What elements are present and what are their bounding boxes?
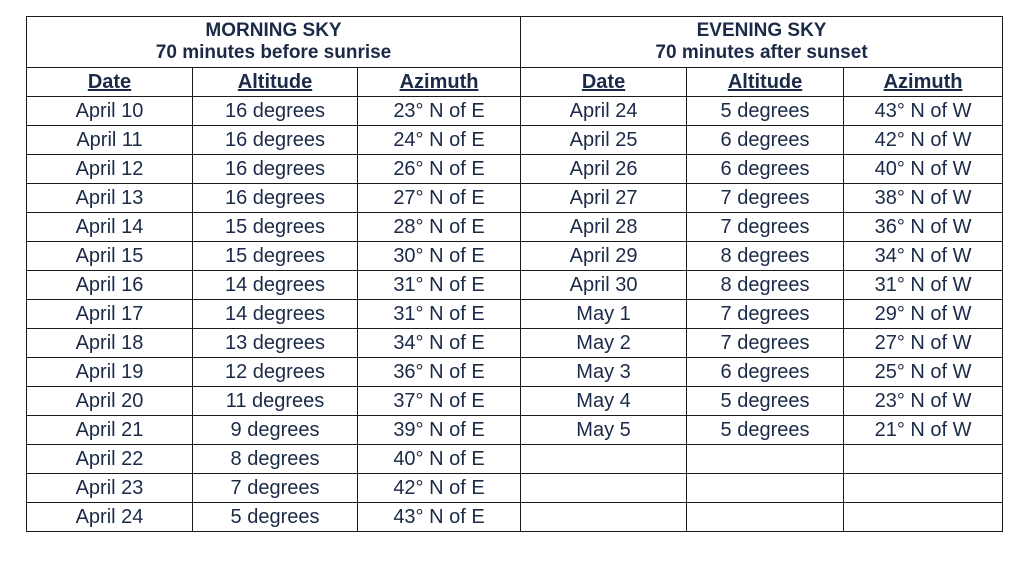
morning-date-cell: April 15 (27, 242, 193, 271)
evening-altitude-cell: 7 degrees (687, 300, 844, 329)
evening-azimuth-cell: 40° N of W (844, 155, 1003, 184)
evening-altitude-cell: 5 degrees (687, 387, 844, 416)
morning-altitude-cell: 9 degrees (193, 416, 358, 445)
sky-position-table-container (26, 16, 1002, 532)
evening-date-cell: May 4 (521, 387, 687, 416)
morning-azimuth-cell: 43° N of E (358, 503, 521, 532)
evening-date-cell (521, 503, 687, 532)
evening-azimuth-header: Azimuth (844, 68, 1003, 97)
evening-date-cell: April 28 (521, 213, 687, 242)
table-row (27, 416, 1003, 445)
evening-azimuth-cell: 31° N of W (844, 271, 1003, 300)
morning-altitude-cell: 12 degrees (193, 358, 358, 387)
evening-date-cell: April 26 (521, 155, 687, 184)
evening-sky-header (521, 17, 1003, 68)
evening-azimuth-cell (844, 474, 1003, 503)
morning-date-cell: April 19 (27, 358, 193, 387)
morning-date-cell: April 11 (27, 126, 193, 155)
column-header-row (27, 68, 1003, 97)
morning-altitude-cell: 8 degrees (193, 445, 358, 474)
morning-azimuth-cell: 24° N of E (358, 126, 521, 155)
morning-date-cell: April 12 (27, 155, 193, 184)
evening-date-cell (521, 445, 687, 474)
morning-altitude-cell: 7 degrees (193, 474, 358, 503)
evening-altitude-cell (687, 474, 844, 503)
morning-altitude-header: Altitude (193, 68, 358, 97)
morning-date-cell: April 20 (27, 387, 193, 416)
morning-date-cell: April 16 (27, 271, 193, 300)
evening-date-cell: April 24 (521, 97, 687, 126)
morning-date-cell: April 21 (27, 416, 193, 445)
table-row (27, 213, 1003, 242)
evening-altitude-cell: 8 degrees (687, 242, 844, 271)
evening-altitude-cell (687, 503, 844, 532)
table-row (27, 184, 1003, 213)
evening-date-header: Date (521, 68, 687, 97)
sky-table-body (27, 97, 1003, 532)
morning-azimuth-cell: 34° N of E (358, 329, 521, 358)
morning-azimuth-cell: 23° N of E (358, 97, 521, 126)
morning-azimuth-cell: 36° N of E (358, 358, 521, 387)
evening-date-cell: April 29 (521, 242, 687, 271)
morning-azimuth-cell: 31° N of E (358, 300, 521, 329)
evening-altitude-cell (687, 445, 844, 474)
morning-sky-header (27, 17, 521, 68)
morning-azimuth-cell: 26° N of E (358, 155, 521, 184)
evening-altitude-cell: 6 degrees (687, 358, 844, 387)
table-row (27, 503, 1003, 532)
evening-azimuth-cell: 21° N of W (844, 416, 1003, 445)
evening-sky-subtitle: 70 minutes after sunset (655, 42, 868, 63)
evening-azimuth-cell: 36° N of W (844, 213, 1003, 242)
evening-altitude-cell: 7 degrees (687, 213, 844, 242)
evening-altitude-cell: 5 degrees (687, 97, 844, 126)
evening-date-cell: May 3 (521, 358, 687, 387)
morning-altitude-cell: 14 degrees (193, 300, 358, 329)
morning-altitude-cell: 13 degrees (193, 329, 358, 358)
evening-sky-title: EVENING SKY (696, 20, 827, 41)
morning-date-cell: April 13 (27, 184, 193, 213)
table-row (27, 474, 1003, 503)
table-row (27, 300, 1003, 329)
morning-altitude-cell: 11 degrees (193, 387, 358, 416)
evening-azimuth-cell (844, 445, 1003, 474)
sky-position-table (26, 16, 1003, 532)
evening-azimuth-cell (844, 503, 1003, 532)
morning-date-cell: April 23 (27, 474, 193, 503)
morning-altitude-cell: 16 degrees (193, 126, 358, 155)
evening-azimuth-cell: 43° N of W (844, 97, 1003, 126)
evening-azimuth-cell: 34° N of W (844, 242, 1003, 271)
morning-altitude-cell: 16 degrees (193, 97, 358, 126)
morning-date-cell: April 14 (27, 213, 193, 242)
evening-date-cell: April 30 (521, 271, 687, 300)
evening-altitude-cell: 6 degrees (687, 126, 844, 155)
table-row (27, 155, 1003, 184)
table-row (27, 126, 1003, 155)
morning-date-cell: April 18 (27, 329, 193, 358)
evening-altitude-cell: 6 degrees (687, 155, 844, 184)
evening-azimuth-cell: 23° N of W (844, 387, 1003, 416)
evening-date-cell: May 2 (521, 329, 687, 358)
evening-altitude-cell: 5 degrees (687, 416, 844, 445)
morning-date-header: Date (27, 68, 193, 97)
evening-azimuth-cell: 38° N of W (844, 184, 1003, 213)
evening-azimuth-cell: 25° N of W (844, 358, 1003, 387)
table-row (27, 445, 1003, 474)
morning-azimuth-cell: 30° N of E (358, 242, 521, 271)
evening-date-cell (521, 474, 687, 503)
evening-azimuth-cell: 27° N of W (844, 329, 1003, 358)
morning-azimuth-header: Azimuth (358, 68, 521, 97)
morning-date-cell: April 24 (27, 503, 193, 532)
morning-altitude-cell: 5 degrees (193, 503, 358, 532)
table-row (27, 271, 1003, 300)
evening-date-cell: May 1 (521, 300, 687, 329)
morning-date-cell: April 22 (27, 445, 193, 474)
evening-altitude-cell: 7 degrees (687, 329, 844, 358)
morning-altitude-cell: 16 degrees (193, 155, 358, 184)
table-row (27, 242, 1003, 271)
evening-altitude-cell: 7 degrees (687, 184, 844, 213)
evening-date-cell: April 27 (521, 184, 687, 213)
morning-azimuth-cell: 39° N of E (358, 416, 521, 445)
morning-altitude-cell: 15 degrees (193, 213, 358, 242)
morning-azimuth-cell: 42° N of E (358, 474, 521, 503)
evening-azimuth-cell: 42° N of W (844, 126, 1003, 155)
evening-altitude-cell: 8 degrees (687, 271, 844, 300)
table-row (27, 358, 1003, 387)
morning-azimuth-cell: 28° N of E (358, 213, 521, 242)
morning-sky-title: MORNING SKY (205, 20, 342, 41)
morning-azimuth-cell: 37° N of E (358, 387, 521, 416)
table-row (27, 97, 1003, 126)
morning-azimuth-cell: 40° N of E (358, 445, 521, 474)
morning-sky-subtitle: 70 minutes before sunrise (155, 42, 392, 63)
evening-date-cell: April 25 (521, 126, 687, 155)
evening-date-cell: May 5 (521, 416, 687, 445)
morning-altitude-cell: 14 degrees (193, 271, 358, 300)
section-title-row (27, 17, 1003, 68)
morning-altitude-cell: 15 degrees (193, 242, 358, 271)
table-row (27, 329, 1003, 358)
table-row (27, 387, 1003, 416)
morning-altitude-cell: 16 degrees (193, 184, 358, 213)
evening-azimuth-cell: 29° N of W (844, 300, 1003, 329)
morning-azimuth-cell: 27° N of E (358, 184, 521, 213)
morning-date-cell: April 17 (27, 300, 193, 329)
morning-date-cell: April 10 (27, 97, 193, 126)
evening-altitude-header: Altitude (687, 68, 844, 97)
morning-azimuth-cell: 31° N of E (358, 271, 521, 300)
